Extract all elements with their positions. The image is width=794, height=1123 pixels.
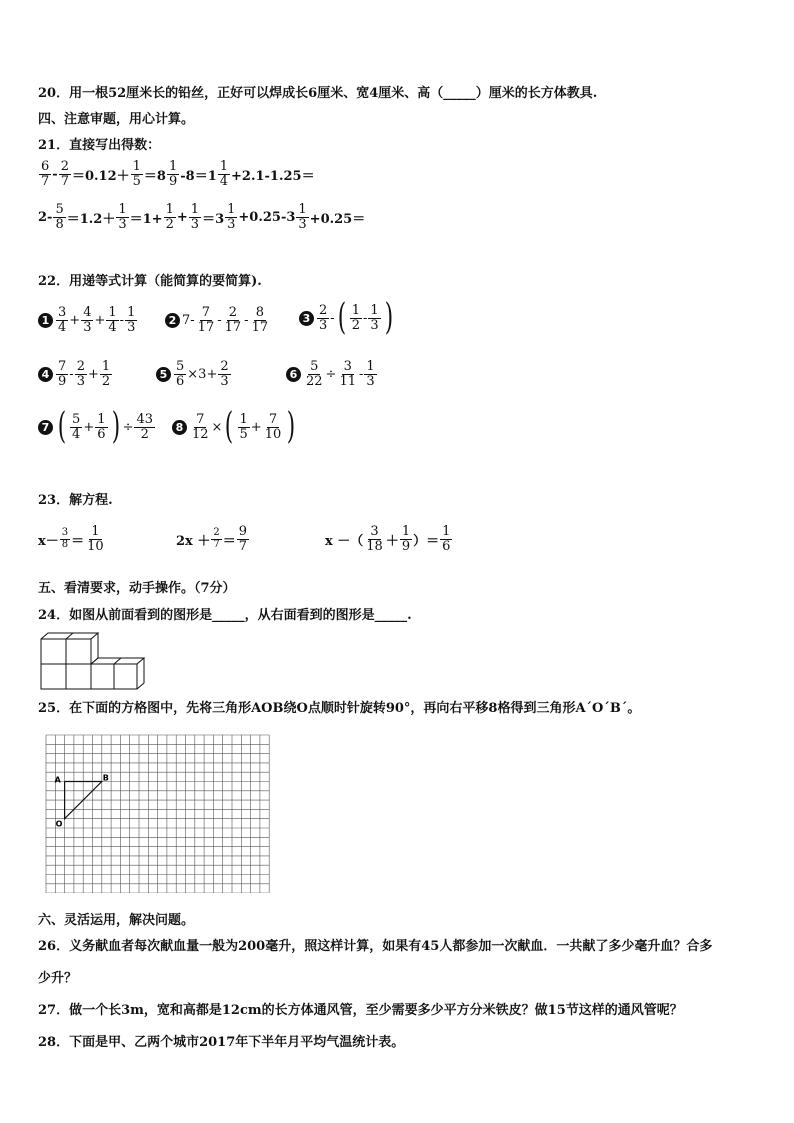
q21-row2: 2- $\frac{5}{8}$ ＝1.2＋ $\frac{1}{3}$ ＝1+ $\frac{1}{2}$ + $\frac{1}{3}$ ＝3 $\frac{1}{3}$ +0.25-3 $\frac{1}{3}$ +0.25＝ <box>38 202 366 232</box>
q22-expr-7: 7 ( $\frac{5}{4}$ + $\frac{1}{6}$ ) ÷ $\frac{43}{2}$ <box>38 409 156 445</box>
grid-diagram <box>44 733 272 893</box>
section-6-heading: 六、灵活运用，解决问题。 <box>38 913 195 928</box>
fraction: $\frac{1}{9}$ <box>168 159 178 189</box>
section-5-heading: 五、看清要求，动手操作。（7分） <box>38 581 236 596</box>
q22-expr-4: 4 $\frac{7}{9}$ - $\frac{2}{3}$ + $\frac{1}{2}$ <box>38 360 113 388</box>
question-23: 23．解方程. <box>38 493 113 508</box>
question-20: 20．用一根52厘米长的铅丝，正好可以焊成长6厘米、宽4厘米、高（_____）厘米的长方体教具. <box>38 86 598 101</box>
fraction: $\frac{1}{3}$ <box>227 202 236 232</box>
question-28: 28．下面是甲、乙两个城市2017年下半年月平均气温统计表。 <box>38 1035 405 1050</box>
q23-eq-2: 2x ＋ $\frac{2}{7}$ ＝ $\frac{9}{7}$ <box>176 524 247 554</box>
fraction: $\frac{6}{7}$ <box>41 159 50 189</box>
q22-expr-6: 6 $\frac{5}{22}$ ÷ $\frac{3}{11}$ - $\frac{1}{3}$ <box>286 360 378 388</box>
fraction: $\frac{1}{3}$ <box>118 202 127 232</box>
fraction: $\frac{1}{3}$ <box>298 202 307 232</box>
fraction: $\frac{1}{3}$ <box>190 202 200 232</box>
fraction: $\frac{5}{8}$ <box>55 202 64 232</box>
q22-expr-3: 3 $\frac{2}{3}$ -( $\frac{1}{2}$ - $\frac{1}{3}$ ) <box>299 300 396 336</box>
q22-expr-1: 1 $\frac{3}{4}$ + $\frac{4}{3}$ + $\frac{1}{4}$ - $\frac{1}{3}$ <box>38 306 138 334</box>
section-4-heading: 四、注意审题，用心计算。 <box>38 112 195 127</box>
question-25: 25．在下面的方格图中，先将三角形AOB绕O点顺时针旋转90°，再向右平移8格得到三角形A´O´B´。 <box>38 701 641 716</box>
q22-expr-5: 5 $\frac{5}{6}$ ×3+ $\frac{2}{3}$ <box>156 360 232 388</box>
q22-expr-8: 8 $\frac{7}{12}$ ×( $\frac{1}{5}$ + $\frac{7}{10}$ ) <box>172 409 298 445</box>
label-o: O <box>55 819 63 829</box>
question-27: 27．做一个长3m，宽和高都是12cm的长方体通风管，至少需要多少平方分米铁皮？做15节这样的通风管呢？ <box>38 1003 683 1018</box>
question-26: 26．义务献血者每次献血量一般为200毫升，照这样计算，如果有45人都参加一次献血．一共献了多少毫升血？合多 <box>38 939 713 954</box>
fraction: $\frac{1}{5}$ <box>132 159 141 189</box>
q22-expr-2: 2 7- $\frac{7}{17}$ - $\frac{2}{17}$ - $\frac{8}{17}$ <box>165 306 271 334</box>
cube-figure <box>38 630 150 692</box>
q23-eq-1: x－ $\frac{3}{8}$ ＝ $\frac{1}{10}$ <box>38 524 104 554</box>
question-22: 22．用递等式计算（能简算的要简算). <box>38 274 262 289</box>
label-a: A <box>54 775 61 785</box>
question-24: 24．如图从前面看到的图形是_____，从右面看到的图形是_____. <box>38 608 412 623</box>
question-26-continued: 少升？ <box>38 971 78 986</box>
fraction: $\frac{1}{4}$ <box>219 159 229 189</box>
label-b: B <box>102 773 109 783</box>
fraction: $\frac{2}{7}$ <box>60 159 69 189</box>
question-21: 21．直接写出得数： <box>38 138 161 153</box>
q21-row1: $\frac{6}{7}$ - $\frac{2}{7}$ ＝0.12＋ $\frac{1}{5}$ ＝8 $\frac{1}{9}$ -8＝1 $\frac{1}{4}$ +2.1-1.25＝ <box>41 159 315 189</box>
q23-eq-3: x －（ $\frac{3}{18}$ ＋ $\frac{1}{9}$ ）＝ $\frac{1}{6}$ <box>325 524 451 554</box>
fraction: $\frac{1}{2}$ <box>165 202 174 232</box>
